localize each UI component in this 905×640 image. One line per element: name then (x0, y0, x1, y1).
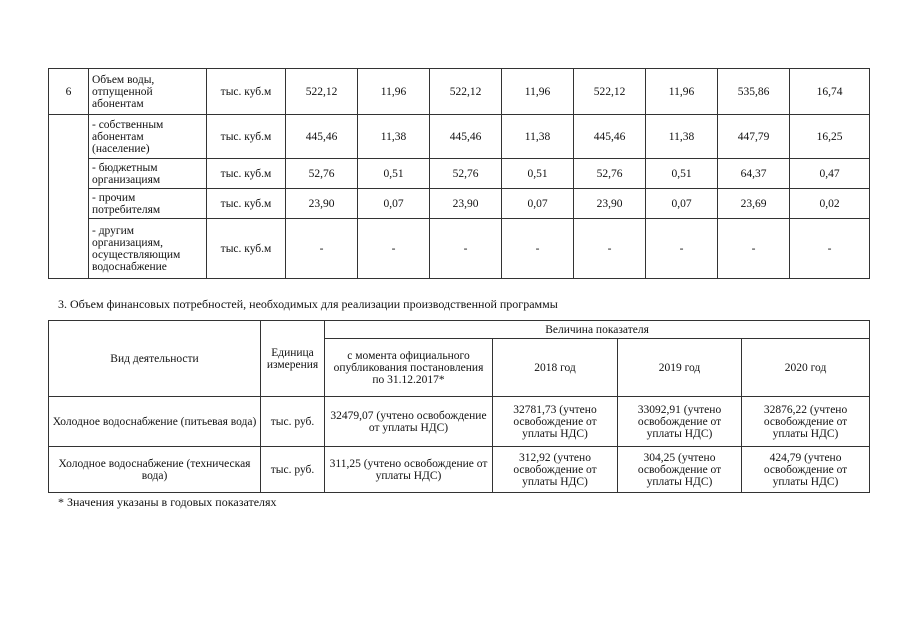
cell-value: 11,38 (502, 115, 574, 159)
table-row (49, 397, 870, 447)
cell-value: - (790, 219, 870, 279)
table-row (49, 447, 870, 493)
cell-value: 23,69 (718, 189, 790, 219)
cell-value: 0,51 (358, 159, 430, 189)
header-group: Величина показателя (325, 321, 870, 339)
cell-value: 0,51 (502, 159, 574, 189)
cell-value: 23,90 (574, 189, 646, 219)
row-name: - собственным абонентам (население) (89, 115, 207, 159)
cell-value: 522,12 (574, 69, 646, 115)
cell-value: 311,25 (учтено освобождение от уплаты НДС) (325, 447, 493, 493)
row-activity: Холодное водоснабжение (питьевая вода) (49, 397, 261, 447)
row-unit: тыс. куб.м (207, 115, 286, 159)
cell-value: - (646, 219, 718, 279)
financial-needs-table (48, 320, 870, 493)
cell-value: 445,46 (286, 115, 358, 159)
cell-value: 522,12 (430, 69, 502, 115)
cell-value: 32876,22 (учтено освобождение от уплаты НДС) (742, 397, 870, 447)
cell-value: 16,25 (790, 115, 870, 159)
cell-value: - (574, 219, 646, 279)
header-period: 2019 год (618, 339, 742, 397)
cell-value: 16,74 (790, 69, 870, 115)
cell-value: 0,51 (646, 159, 718, 189)
table-row (49, 115, 870, 159)
cell-value: 11,38 (646, 115, 718, 159)
cell-value: 32479,07 (учтено освобождение от уплаты НДС) (325, 397, 493, 447)
row-unit: тыс. куб.м (207, 219, 286, 279)
header-period: 2018 год (493, 339, 618, 397)
cell-value: 52,76 (430, 159, 502, 189)
cell-value: 0,02 (790, 189, 870, 219)
row-name: - бюджетным организациям (89, 159, 207, 189)
cell-value: 23,90 (286, 189, 358, 219)
row-unit: тыс. руб. (261, 397, 325, 447)
section-title: 3. Объем финансовых потребностей, необходимых для реализации производственной программы (58, 297, 558, 311)
cell-value: - (286, 219, 358, 279)
cell-value: 0,07 (358, 189, 430, 219)
cell-value: 0,07 (646, 189, 718, 219)
cell-value: 535,86 (718, 69, 790, 115)
cell-value: 447,79 (718, 115, 790, 159)
cell-value: 445,46 (430, 115, 502, 159)
cell-value: 424,79 (учтено освобождение от уплаты НДС) (742, 447, 870, 493)
cell-value: 0,07 (502, 189, 574, 219)
cell-value: 52,76 (574, 159, 646, 189)
header-period: с момента официального опубликования постановления по 31.12.2017* (325, 339, 493, 397)
cell-value: 11,96 (646, 69, 718, 115)
cell-value: 23,90 (430, 189, 502, 219)
table-row (49, 219, 870, 279)
row-unit: тыс. руб. (261, 447, 325, 493)
cell-value: - (502, 219, 574, 279)
cell-value: 64,37 (718, 159, 790, 189)
row-unit: тыс. куб.м (207, 159, 286, 189)
cell-value: - (718, 219, 790, 279)
cell-value: 445,46 (574, 115, 646, 159)
row-name: - другим организациям, осуществляющим водоснабжение (89, 219, 207, 279)
header-unit: Единица измерения (261, 321, 325, 397)
cell-value: 312,92 (учтено освобождение от уплаты НДС) (493, 447, 618, 493)
table-row (49, 189, 870, 219)
row-name: Объем воды, отпущенной абонентам (89, 69, 207, 115)
cell-value: 11,96 (502, 69, 574, 115)
row-unit: тыс. куб.м (207, 189, 286, 219)
row-number: 6 (49, 69, 89, 115)
cell-value: 11,96 (358, 69, 430, 115)
water-volume-table (48, 68, 870, 279)
table-header-row (49, 321, 870, 339)
cell-value: 304,25 (учтено освобождение от уплаты НДС) (618, 447, 742, 493)
row-activity: Холодное водоснабжение (техническая вода) (49, 447, 261, 493)
cell-value: 11,38 (358, 115, 430, 159)
cell-value: - (358, 219, 430, 279)
cell-value: 32781,73 (учтено освобождение от уплаты НДС) (493, 397, 618, 447)
cell-value: 0,47 (790, 159, 870, 189)
cell-value: 522,12 (286, 69, 358, 115)
row-unit: тыс. куб.м (207, 69, 286, 115)
row-name: - прочим потребителям (89, 189, 207, 219)
cell-value: - (430, 219, 502, 279)
header-activity: Вид деятельности (49, 321, 261, 397)
header-period: 2020 год (742, 339, 870, 397)
cell-value: 52,76 (286, 159, 358, 189)
row-number (49, 115, 89, 279)
table-row (49, 159, 870, 189)
footnote: * Значения указаны в годовых показателях (58, 495, 277, 509)
cell-value: 33092,91 (учтено освобождение от уплаты НДС) (618, 397, 742, 447)
table-row (49, 69, 870, 115)
